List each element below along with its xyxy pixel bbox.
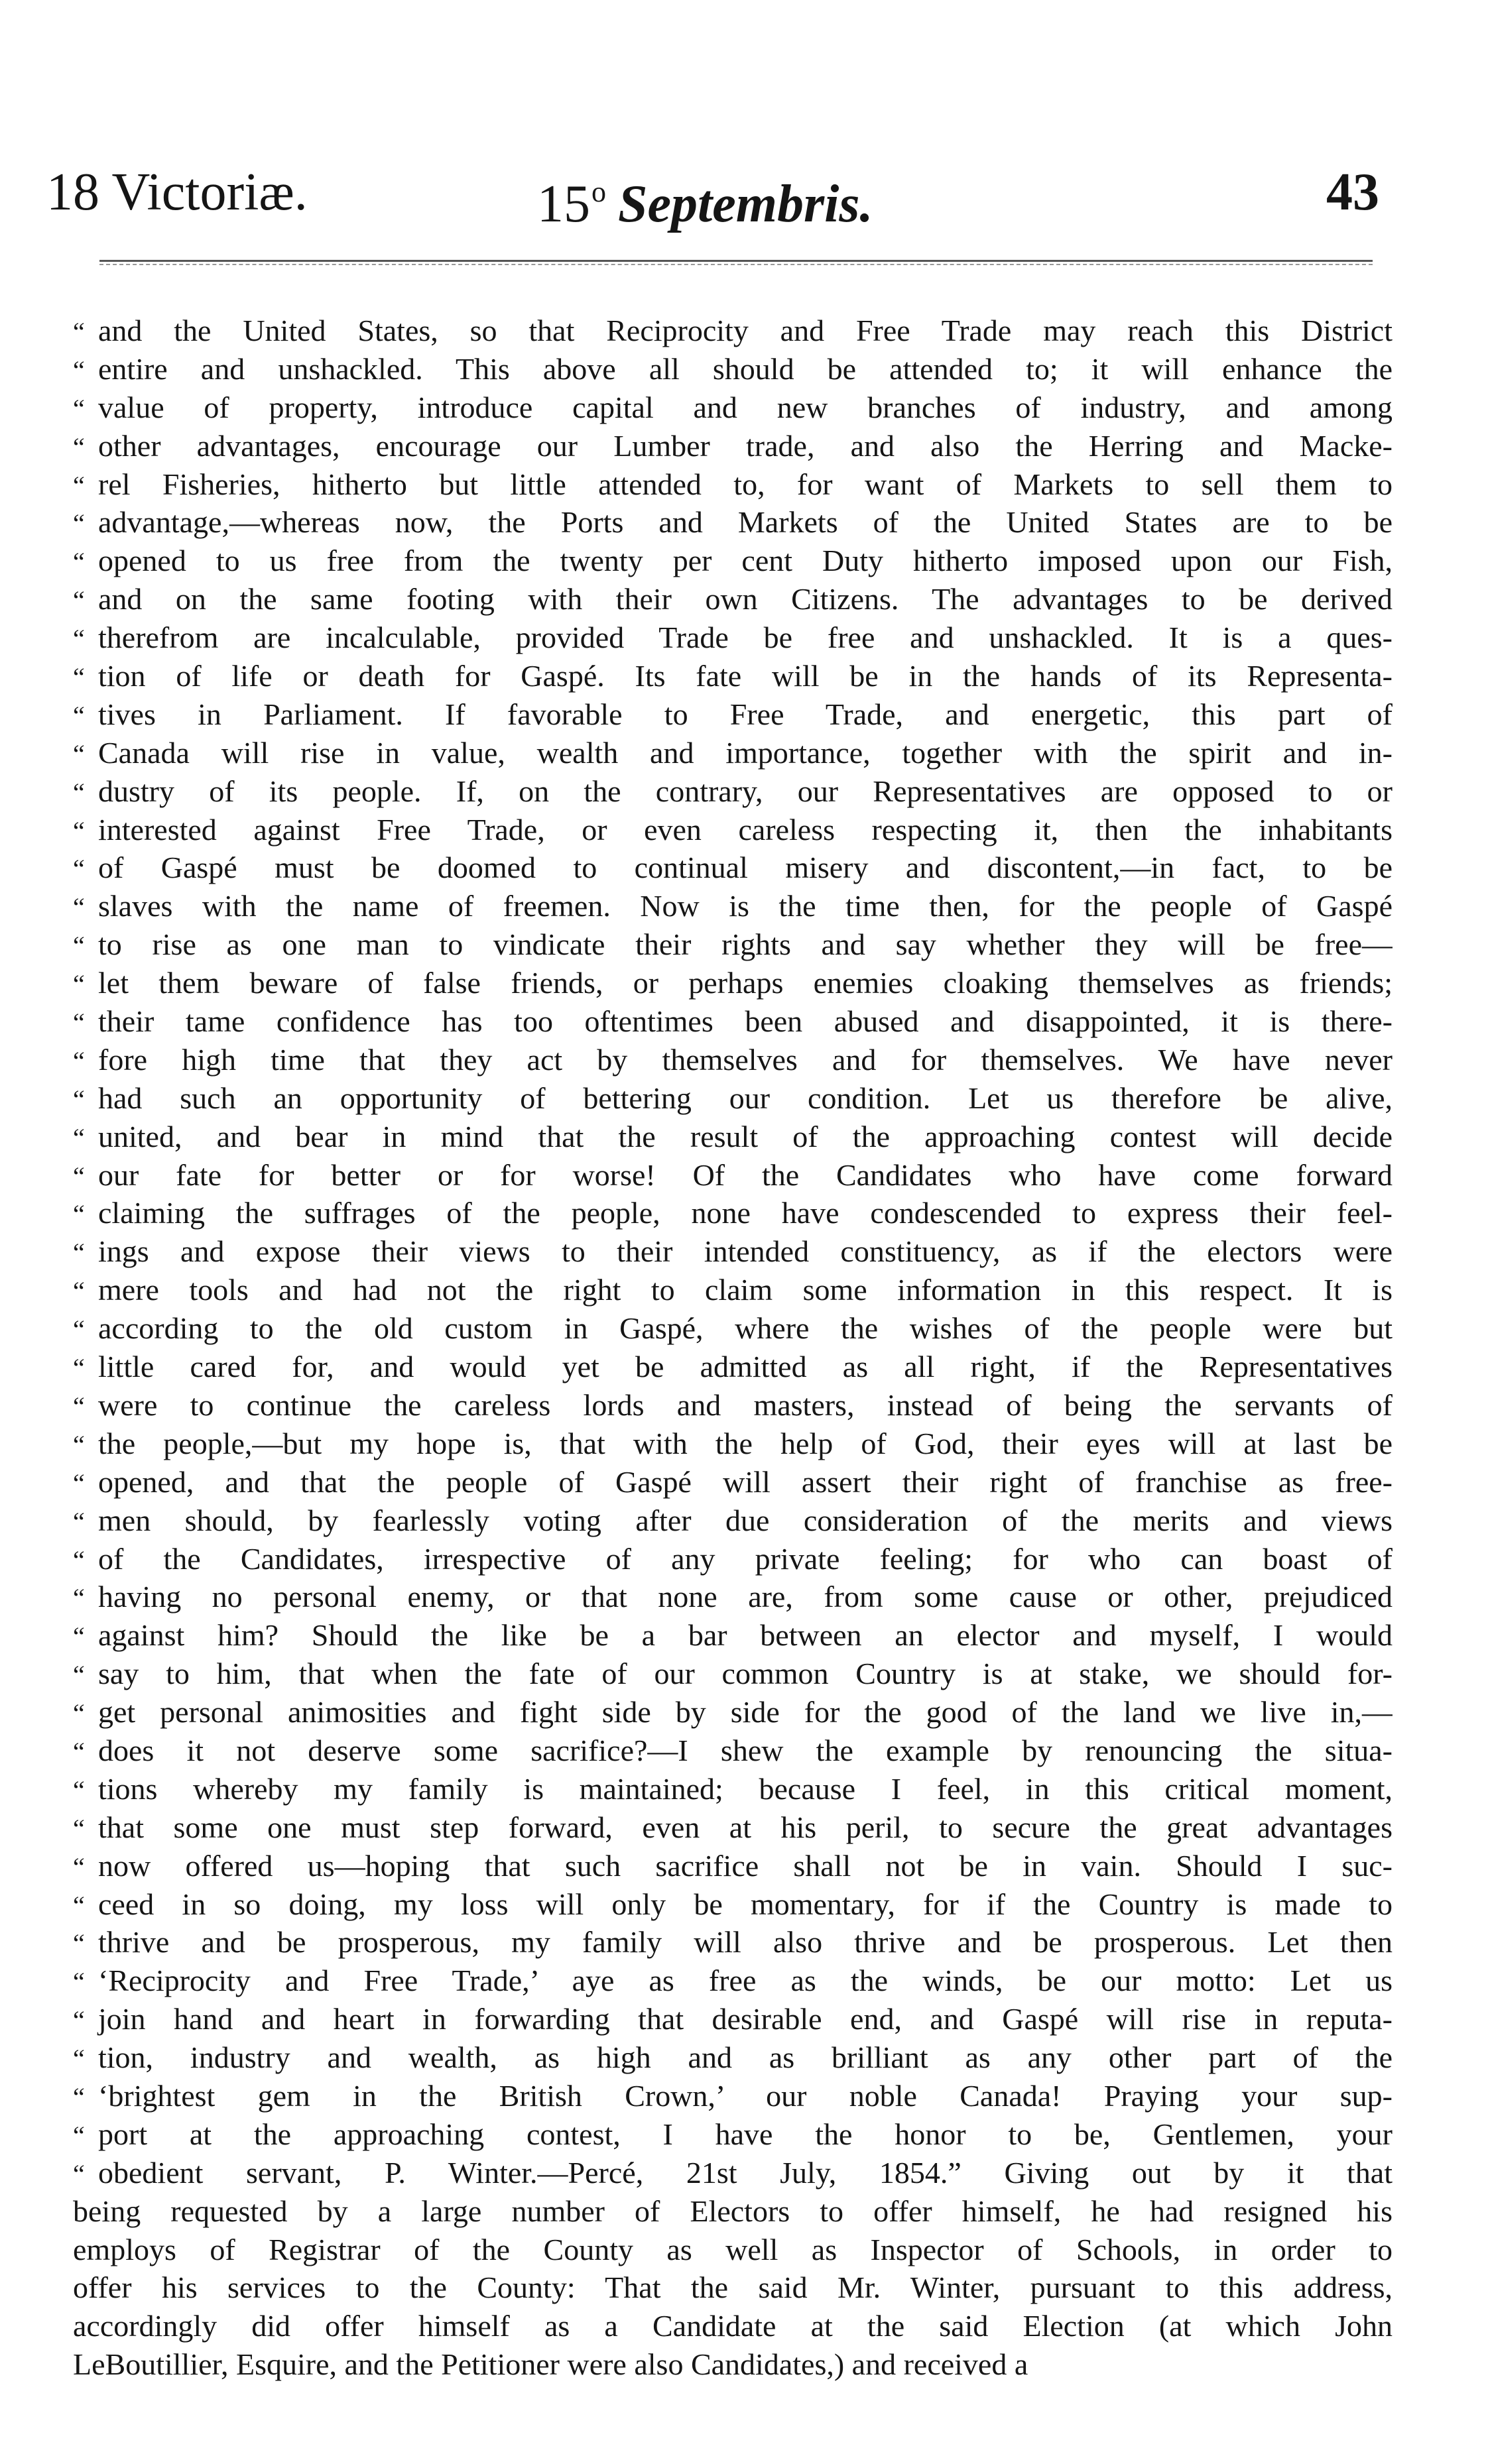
text-line — [73, 1693, 1393, 1731]
quote-mark: “ — [73, 1238, 85, 1268]
text-line — [73, 1386, 1393, 1425]
quote-mark: “ — [73, 1045, 85, 1076]
quote-mark: “ — [73, 1468, 85, 1498]
quote-mark: “ — [73, 1353, 85, 1383]
quote-mark: “ — [73, 1161, 85, 1191]
line-text: other advantages, encourage our Lumber trade, and also the Herring and Macke- — [98, 428, 1393, 463]
line-text: and the United States, so that Reciprocity and Free Trade may reach this District — [98, 314, 1393, 347]
line-text: get personal animosities and fight side by side for the good of the land we live in,— — [98, 1695, 1393, 1730]
line-text: opened to us free from the twenty per cent Duty hitherto imposed upon our Fish, — [98, 544, 1393, 578]
line-text: advantage,—whereas now, the Ports and Markets of the United States are to be — [98, 505, 1393, 540]
line-text: offer his services to the County: That the said Mr. Winter, pursuant to this address, — [73, 2270, 1393, 2305]
line-text: does it not deserve some sacrifice?—I shew the example by renouncing the situa- — [98, 1733, 1393, 1767]
quote-mark: “ — [73, 969, 85, 1000]
body-text — [73, 312, 1393, 2384]
line-text: port at the approaching contest, I have the honor to be, Gentlemen, your — [98, 2117, 1393, 2151]
text-line — [73, 465, 1393, 504]
line-text: tives in Parliament. If favorable to Free Trade, and energetic, this part of — [98, 697, 1393, 731]
text-line — [73, 1079, 1393, 1118]
line-text: let them beware of false friends, or perhaps enemies cloaking themselves as friends; — [98, 966, 1393, 1000]
page-number: 43 — [1326, 163, 1379, 221]
text-line — [73, 964, 1393, 1002]
text-line — [73, 1041, 1393, 1079]
text-line — [73, 1309, 1393, 1348]
text-line — [73, 2115, 1393, 2154]
line-text: entire and unshackled. This above all should be attended to; it will enhance the — [98, 351, 1393, 386]
text-line — [73, 350, 1393, 388]
quote-mark: “ — [73, 2044, 85, 2074]
quote-mark: “ — [73, 1276, 85, 1307]
line-text: thrive and be prosperous, my family will also thrive and be prosperous. Let then — [98, 1925, 1393, 1960]
line-text: against him? Should the like be a bar between an elector and myself, I would — [98, 1618, 1393, 1653]
text-line — [73, 811, 1393, 849]
line-text: obedient servant, P. Winter.—Percé, 21st July, 1854.” Giving out by it that — [98, 2155, 1393, 2190]
line-text: our fate for better or for worse! Of the Candidates who have come forward — [98, 1157, 1393, 1192]
quote-mark: “ — [73, 2158, 85, 2189]
quote-mark: “ — [73, 1315, 85, 1345]
quote-mark: “ — [73, 892, 85, 923]
quote-mark: “ — [73, 547, 85, 577]
line-text: the people,—but my hope is, that with the help of God, their eyes will at last be — [98, 1426, 1393, 1460]
line-text: say to him, that when the fate of our common Country is at stake, we should for- — [98, 1657, 1393, 1691]
text-line — [73, 2231, 1393, 2269]
text-line — [73, 503, 1393, 542]
text-line — [73, 1425, 1393, 1463]
text-line — [73, 1847, 1393, 1885]
text-line — [73, 1885, 1393, 1924]
line-text: according to the old custom in Gaspé, where the wishes of the people were but — [98, 1311, 1393, 1346]
line-text: opened, and that the people of Gaspé will assert their right of franchise as free- — [98, 1464, 1393, 1499]
header-rule-dashed — [99, 264, 1373, 265]
text-line — [73, 618, 1393, 657]
quote-mark: “ — [73, 1851, 85, 1882]
quote-mark: “ — [73, 624, 85, 654]
text-line — [73, 2268, 1393, 2307]
text-line — [73, 427, 1393, 465]
quote-mark: “ — [73, 738, 85, 769]
text-line — [73, 2192, 1393, 2231]
quote-mark: “ — [73, 662, 85, 693]
header-regnal-year: 18 Victoriæ. — [46, 163, 308, 221]
line-text: ings and expose their views to their intended constituency, as if the electors were — [98, 1234, 1393, 1269]
quote-mark: “ — [73, 355, 85, 385]
line-text: tion of life or death for Gaspé. Its fate will be in the hands of its Representa- — [98, 659, 1393, 693]
line-text: slaves with the name of freemen. Now is the time then, for the people of Gaspé — [98, 889, 1393, 923]
header-date — [537, 159, 873, 237]
line-text: united, and bear in mind that the result of the approaching contest will decide — [98, 1119, 1393, 1153]
text-line — [73, 1002, 1393, 1041]
header-day-suffix: o — [591, 176, 606, 208]
text-line — [73, 1348, 1393, 1386]
line-text: mere tools and had not the right to claim some information in this respect. It is — [98, 1273, 1393, 1307]
text-line — [73, 2000, 1393, 2038]
text-line — [73, 1118, 1393, 1156]
text-line — [73, 312, 1393, 350]
quote-mark: “ — [73, 1545, 85, 1575]
line-text: were to continue the careless lords and masters, instead of being the servants of — [98, 1387, 1393, 1422]
quote-mark: “ — [73, 1199, 85, 1230]
quote-mark: “ — [73, 1506, 85, 1537]
text-line — [73, 925, 1393, 964]
line-text: that some one must step forward, even at his peril, to secure the great advantages — [98, 1810, 1393, 1844]
line-text: therefrom are incalculable, provided Trade be free and unshackled. It is a ques- — [98, 620, 1393, 655]
quote-mark: “ — [73, 700, 85, 731]
line-text: had such an opportunity of bettering our condition. Let us therefore be alive, — [98, 1081, 1393, 1115]
text-line — [73, 1962, 1393, 2000]
text-line — [73, 772, 1393, 811]
line-text: of the Candidates, irrespective of any private feeling; for who can boast of — [98, 1541, 1393, 1576]
quote-mark: “ — [73, 1583, 85, 1613]
quote-mark: “ — [73, 585, 85, 616]
quote-mark: “ — [73, 1967, 85, 1997]
text-line — [73, 1770, 1393, 1808]
quote-mark: “ — [73, 1621, 85, 1652]
text-line — [73, 1923, 1393, 1962]
text-line — [73, 1808, 1393, 1847]
line-text: their tame confidence has too oftentimes been abused and disappointed, it is there- — [98, 1004, 1393, 1039]
line-text: being requested by a large number of Electors to offer himself, he had resigned his — [73, 2194, 1393, 2228]
header-rule — [99, 260, 1373, 262]
quote-mark: “ — [73, 2082, 85, 2112]
quote-mark: “ — [73, 1890, 85, 1920]
line-text: of Gaspé must be doomed to continual misery and discontent,—in fact, to be — [98, 851, 1393, 885]
text-line — [73, 1501, 1393, 1540]
line-text: join hand and heart in forwarding that desirable end, and Gaspé will rise in reputa- — [98, 2002, 1393, 2036]
quote-mark: “ — [73, 931, 85, 961]
quote-mark: “ — [73, 393, 85, 424]
text-line — [73, 1655, 1393, 1693]
quote-mark: “ — [73, 1429, 85, 1460]
line-text: value of property, introduce capital and new branches of industry, and among — [98, 390, 1393, 424]
line-text: and on the same footing with their own Citizens. The advantages to be derived — [98, 582, 1393, 616]
line-text: employs of Registrar of the County as well as Inspector of Schools, in order to — [73, 2232, 1393, 2266]
line-text: ‘Reciprocity and Free Trade,’ aye as free as the winds, be our motto: Let us — [98, 1964, 1393, 1998]
line-text: Canada will rise in value, wealth and importance, together with the spirit and in- — [98, 735, 1393, 770]
text-line — [73, 734, 1393, 772]
quote-mark: “ — [73, 1736, 85, 1767]
line-text: little cared for, and would yet be admitted as all right, if the Representatives — [98, 1350, 1393, 1384]
line-text: tions whereby my family is maintained; because I feel, in this critical moment, — [98, 1771, 1393, 1806]
quote-mark: “ — [73, 1391, 85, 1421]
header-day: 15 — [537, 175, 590, 233]
text-line — [73, 849, 1393, 887]
text-line — [73, 2038, 1393, 2077]
line-text: men should, by fearlessly voting after due consideration of the merits and views — [98, 1503, 1393, 1537]
scan-artifacts — [663, 0, 1459, 60]
quote-mark: “ — [73, 1698, 85, 1729]
text-line — [73, 1616, 1393, 1655]
text-line — [73, 388, 1393, 427]
line-text: rel Fisheries, hitherto but little attended to, for want of Markets to sell them to — [98, 467, 1393, 501]
line-text: having no personal enemy, or that none are, from some cause or other, prejudiced — [98, 1580, 1393, 1614]
line-text: now offered us—hoping that such sacrifice shall not be in vain. Should I suc- — [98, 1848, 1393, 1883]
line-text: claiming the suffrages of the people, none have condescended to express their feel- — [98, 1196, 1393, 1230]
quote-mark: “ — [73, 470, 85, 500]
text-line — [73, 1194, 1393, 1232]
text-line — [73, 1156, 1393, 1195]
text-line — [73, 580, 1393, 618]
quote-mark: “ — [73, 1122, 85, 1153]
text-line — [73, 2307, 1393, 2345]
quote-mark: “ — [73, 1084, 85, 1114]
line-text: fore high time that they act by themselves and for themselves. We have never — [98, 1042, 1393, 1077]
header-month: Septembris. — [618, 175, 873, 233]
quote-mark: “ — [73, 1928, 85, 1959]
quote-mark: “ — [73, 1775, 85, 1805]
quote-mark: “ — [73, 508, 85, 539]
quote-mark: “ — [73, 815, 85, 846]
text-line — [73, 657, 1393, 695]
line-text: tion, industry and wealth, as high and as brilliant as any other part of the — [98, 2040, 1393, 2075]
text-line — [73, 2345, 1393, 2384]
text-line — [73, 1271, 1393, 1309]
line-text: ceed in so doing, my loss will only be momentary, for if the Country is made to — [98, 1887, 1393, 1921]
text-line — [73, 887, 1393, 925]
line-text: accordingly did offer himself as a Candidate at the said Election (at which John — [73, 2309, 1393, 2343]
line-text: interested against Free Trade, or even careless respecting it, then the inhabitants — [98, 812, 1393, 847]
quote-mark: “ — [73, 1813, 85, 1844]
text-line — [73, 1232, 1393, 1271]
quote-mark: “ — [73, 317, 85, 347]
line-text: LeBoutillier, Esquire, and the Petitioner were also Candidates,) and received a — [73, 2347, 1028, 2382]
quote-mark: “ — [73, 1660, 85, 1690]
quote-mark: “ — [73, 2005, 85, 2036]
text-line — [73, 1463, 1393, 1501]
quote-mark: “ — [73, 432, 85, 462]
quote-mark: “ — [73, 854, 85, 884]
line-text: dustry of its people. If, on the contrary, our Representatives are opposed to or — [98, 774, 1393, 808]
text-line — [73, 695, 1393, 734]
text-line — [73, 542, 1393, 580]
line-text: to rise as one man to vindicate their rights and say whether they will be free— — [98, 927, 1393, 962]
quote-mark: “ — [73, 1008, 85, 1038]
quote-mark: “ — [73, 2120, 85, 2150]
text-line — [73, 2077, 1393, 2115]
page-header — [46, 159, 1379, 233]
text-line — [73, 2154, 1393, 2192]
quote-mark: “ — [73, 777, 85, 807]
text-line — [73, 1731, 1393, 1770]
text-line — [73, 1578, 1393, 1616]
text-line — [73, 1540, 1393, 1578]
line-text: ‘brightest gem in the British Crown,’ our noble Canada! Praying your sup- — [98, 2078, 1393, 2113]
